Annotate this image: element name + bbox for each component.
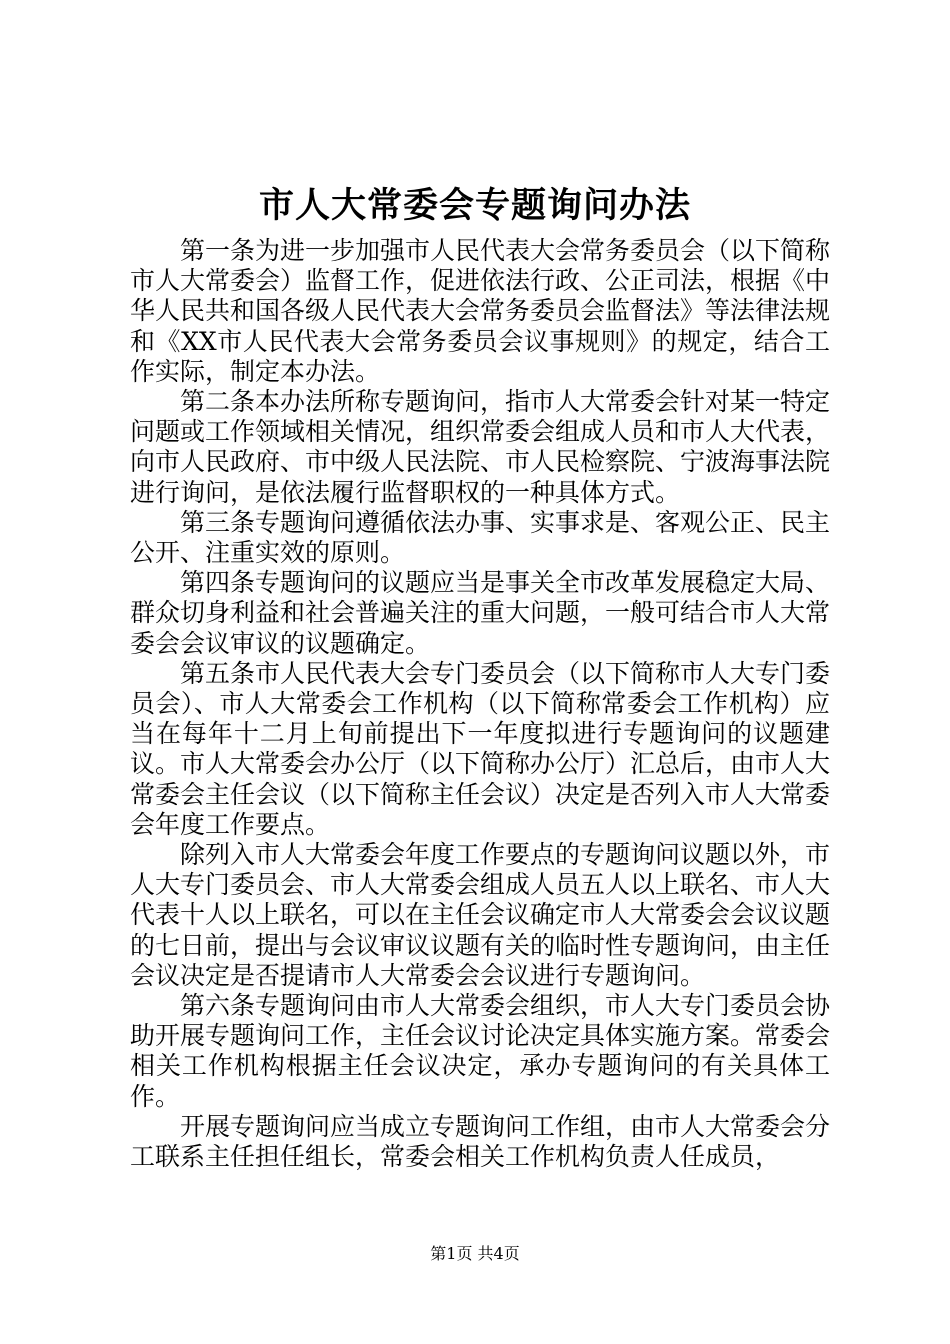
paragraph-article-6: 第六条专题询问由市人大常委会组织，市人大专门委员会协助开展专题询问工作，主任会议讨论决定具体实施方案。常委会相关工作机构根据主任会议决定，承办专题询问的有关具体工作。 <box>130 991 831 1111</box>
paragraph-article-4: 第四条专题询问的议题应当是事关全市改革发展稳定大局、群众切身利益和社会普遍关注的重大问题，一般可结合市人大常委会会议审议的议题确定。 <box>130 568 831 658</box>
paragraph-article-6-supplement: 开展专题询问应当成立专题询问工作组，由市人大常委会分工联系主任担任组长，常委会相关工作机构负责人任成员， <box>130 1111 831 1172</box>
paragraph-article-2: 第二条本办法所称专题询问，指市人大常委会针对某一特定问题或工作领域相关情况，组织常委会组成人员和市人大代表，向市人民政府、市中级人民法院、市人民检察院、宁波海事法院进行询问，是依法履行监督职权的一种具体方式。 <box>130 387 831 507</box>
paragraph-article-3: 第三条专题询问遵循依法办事、实事求是、客观公正、民主公开、注重实效的原则。 <box>130 507 831 568</box>
paragraph-article-5: 第五条市人民代表大会专门委员会（以下简称市人大专门委员会）、市人大常委会工作机构（以下简称常委会工作机构）应当在每年十二月上旬前提出下一年度拟进行专题询问的议题建议。市人大常委会办公厅（以下简称办公厅）汇总后，由市人大常委会主任会议（以下简称主任会议）决定是否列入市人大常委会年度工作要点。 <box>130 658 831 839</box>
paragraph-article-1: 第一条为进一步加强市人民代表大会常务委员会（以下简称市人大常委会）监督工作，促进依法行政、公正司法，根据《中华人民共和国各级人民代表大会常务委员会监督法》等法律法规和《XX市人民代表大会常务委员会议事规则》的规定，结合工作实际，制定本办法。 <box>130 236 831 386</box>
paragraph-article-5-supplement: 除列入市人大常委会年度工作要点的专题询问议题以外，市人大专门委员会、市人大常委会组成人员五人以上联名、市人大代表十人以上联名，可以在主任会议确定市人大常委会会议议题的七日前，提出与会议审议议题有关的临时性专题询问，由主任会议决定是否提请市人大常委会会议进行专题询问。 <box>130 840 831 990</box>
document-body <box>130 236 830 1172</box>
document-title: 市人大常委会专题询问办法 <box>258 185 691 226</box>
page-number-footer: 第1页 共4页 <box>430 1244 520 1263</box>
